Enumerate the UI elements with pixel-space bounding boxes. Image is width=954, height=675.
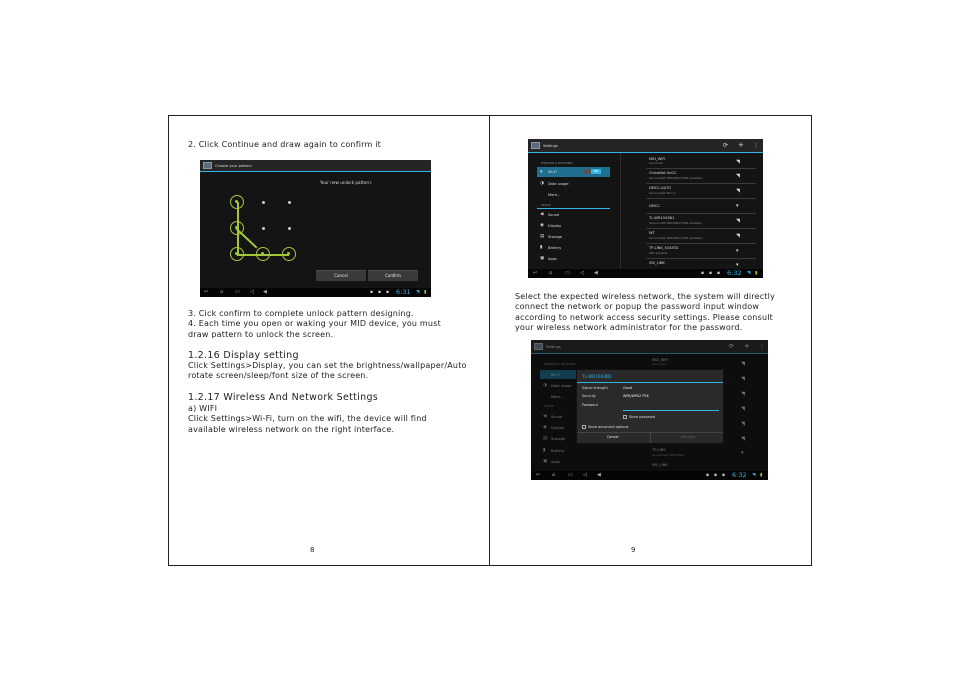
wifi-lock-icon: ◥ [736, 188, 740, 194]
wifi-lock-icon: ▾ [736, 248, 739, 254]
wifi-settings-screenshot [528, 139, 763, 278]
menu-item-sound[interactable]: Sound [548, 213, 560, 217]
volume-up-icon[interactable]: ◀ [597, 472, 601, 478]
device-section-header: DEVICE [541, 204, 551, 207]
pattern-node-1[interactable] [230, 195, 244, 209]
menu-item-wifi: Wi-Fi [551, 373, 560, 377]
back-icon[interactable]: ↩ [533, 270, 538, 276]
wifi-text-line1: Click Settings>Wi-Fi, turn on the wifi, the device will find [188, 414, 427, 423]
pattern-screenshot [200, 160, 431, 297]
step-3-text: 3. Cick confirm to complete unlock pattern designing. [188, 309, 414, 318]
wifi-lock-icon: ◥ [741, 436, 745, 442]
wifi-connect-dialog [576, 369, 724, 444]
wifi-signal-icon: ◥ [752, 473, 756, 478]
back-icon[interactable]: ↩ [204, 289, 209, 295]
home-icon[interactable]: ⌂ [549, 270, 553, 276]
volume-down-icon[interactable]: ◁ [580, 270, 584, 276]
battery-icon: ▮ [424, 290, 427, 295]
wifi-lock-icon: ▾ [741, 450, 744, 456]
network-name: TP-LINK_5C85TA [649, 246, 679, 250]
settings-app-icon [531, 142, 540, 149]
menu-item-apps: Apps [551, 460, 560, 464]
bg-network-status: Secured with WPA/WPA2 [652, 454, 684, 457]
sound-icon: ◀ [543, 414, 547, 419]
storage-icon: ▤ [540, 234, 545, 239]
usb-icon: ▪ [701, 271, 705, 276]
dialog-connect-button[interactable]: Connect [681, 435, 696, 439]
menu-item-display[interactable]: Display [548, 224, 562, 228]
add-network-icon: + [744, 342, 750, 350]
network-name: SW_LINK [649, 261, 665, 265]
menu-item-sound: Sound [551, 415, 563, 419]
battery-icon: ▮ [760, 473, 763, 478]
page-number-right: 9 [631, 546, 636, 554]
dialog-network-title: TL-WR1043N1 [582, 374, 612, 379]
settings-clock: 6:32 [727, 269, 742, 277]
menu-item-apps[interactable]: Apps [548, 257, 557, 261]
dialog-title-line [577, 382, 723, 383]
network-name: DMCC-AUTO [649, 186, 672, 190]
data-usage-icon: ◑ [540, 181, 544, 186]
battery-menu-icon: ▮ [540, 245, 543, 250]
right-para-line4: your wireless network administrator for the password. [515, 323, 743, 332]
sound-icon: ◀ [540, 212, 544, 217]
dialog-bg-action-bar [531, 340, 768, 354]
dialog-clock: 6:32 [732, 471, 747, 479]
show-advanced-label: Show advanced options [588, 425, 629, 429]
wireless-section-header: WIRELESS & NETWORKS [541, 162, 573, 165]
pattern-node-8[interactable] [256, 247, 270, 261]
menu-item-battery: Battery [551, 449, 565, 453]
wifi-lock-icon: ◥ [736, 218, 740, 224]
network-name: TL-WR1043N1 [649, 216, 675, 220]
wifi-toggle[interactable] [583, 169, 601, 174]
wifi-signal-icon: ◥ [416, 290, 420, 295]
dialog-button-divider [650, 433, 651, 443]
recent-apps-icon[interactable]: ▭ [565, 270, 570, 276]
network-status: Secured with WPA/WPA2 (WPS available) [649, 222, 702, 225]
settings-title: Settings [543, 144, 558, 148]
pattern-confirm-button[interactable]: Confirm [368, 270, 418, 281]
pattern-title: Choose your pattern [215, 164, 252, 168]
menu-item-wifi: Wi-Fi [548, 170, 557, 174]
display-icon: ◉ [543, 425, 547, 430]
usb-icon: ▪ [706, 473, 710, 478]
network-separator [646, 168, 756, 169]
volume-down-icon[interactable]: ◁ [583, 472, 587, 478]
settings-status-bar [528, 269, 763, 278]
wifi-lock-icon: ◥ [741, 376, 745, 382]
wifi-lock-icon: ◥ [741, 406, 745, 412]
bg-network-name: TP-LINK [652, 448, 666, 452]
wifi-open-icon: ▾ [736, 203, 739, 209]
display-setting-heading: 1.2.16 Display setting [188, 350, 299, 361]
network-status: Secured with 802.1x [649, 192, 676, 195]
wifi-open-icon: ▾ [736, 262, 739, 268]
sd-card-icon: ▪ [386, 290, 390, 295]
overflow-menu-icon: ⋮ [759, 343, 765, 350]
security-label: Security [582, 394, 596, 398]
signal-strength-value: Good [623, 386, 632, 390]
data-usage-icon: ◑ [543, 383, 547, 388]
network-name: WT [649, 231, 655, 235]
device-section-header: DEVICE [544, 405, 554, 408]
wifi-lock-icon: ◥ [736, 233, 740, 239]
bg-network-name: MID_WIFI [652, 358, 669, 362]
wifi-lock-icon: ◥ [736, 173, 740, 179]
wifi-signal-icon: ◥ [747, 271, 751, 276]
overflow-menu-icon[interactable]: ⋮ [753, 142, 759, 149]
pattern-clock: 6:31 [396, 288, 411, 296]
wifi-toggle-on-label: ON [591, 169, 601, 174]
pattern-node-6[interactable] [288, 227, 291, 230]
network-status: Secured with WPA/WPA2 (WPS available) [649, 177, 702, 180]
right-para-line2: connect the network or popup the password input window [515, 302, 760, 311]
add-network-icon[interactable]: + [738, 141, 744, 149]
refresh-icon[interactable]: ⟳ [723, 142, 729, 149]
wifi-subheading: a) WIFI [188, 404, 218, 413]
show-password-checkbox[interactable] [623, 415, 627, 419]
page-divider [489, 115, 490, 566]
network-name: ChinaNet-5vGC [649, 171, 677, 175]
menu-item-storage: Storage [551, 437, 566, 441]
home-icon[interactable]: ⌂ [220, 289, 224, 295]
pattern-status-bar [200, 288, 431, 297]
pattern-node-9[interactable] [282, 247, 296, 261]
network-status: WPS available [649, 252, 668, 255]
pattern-node-4[interactable] [230, 221, 244, 235]
wireless-section-header: WIRELESS & NETWORKS [544, 363, 576, 366]
bg-network-name: SW_LINK [652, 463, 668, 467]
usb-icon: ▪ [370, 290, 374, 295]
security-value: WPA/WPA2 PSK [623, 394, 649, 398]
step-4-text-line1: 4. Each time you open or waking your MID device, you must [188, 319, 441, 328]
lock-icon: ▪ [709, 271, 713, 276]
pattern-prompt: Your new unlock pattern: [320, 180, 373, 185]
network-separator [646, 213, 756, 214]
dialog-status-bar [531, 471, 768, 480]
apps-icon: ▣ [543, 459, 548, 464]
network-separator [646, 198, 756, 199]
back-icon[interactable]: ↩ [536, 472, 541, 478]
right-para-line1: Select the expected wireless network, the system will directly [515, 292, 776, 301]
show-advanced-checkbox[interactable] [582, 425, 586, 429]
pattern-node-2[interactable] [262, 201, 265, 204]
wifi-lock-icon: ◥ [741, 361, 745, 367]
pattern-cancel-button[interactable]: Cancel [316, 270, 366, 281]
right-para-line3: according to network access security settings. Please consult [515, 313, 773, 322]
recent-apps-icon[interactable]: ▭ [235, 289, 240, 295]
step-4-text-line2: draw pattern to unlock the screen. [188, 330, 334, 339]
pattern-action-bar [200, 160, 431, 172]
display-setting-text-line1: Click Settings>Display, you can set the brightness/wallpaper/Auto [188, 361, 467, 370]
wifi-lock-icon: ◥ [736, 159, 740, 165]
refresh-icon: ⟳ [729, 343, 735, 350]
network-status: Connected [649, 162, 663, 165]
volume-up-icon[interactable]: ◀ [594, 270, 598, 276]
sd-card-icon: ▪ [717, 271, 721, 276]
network-separator [646, 243, 756, 244]
network-separator [646, 258, 756, 259]
recent-apps-icon[interactable]: ▭ [568, 472, 573, 478]
battery-icon: ▮ [755, 271, 758, 276]
menu-item-display: Display [551, 426, 565, 430]
dialog-bg-title: Settings [546, 345, 561, 349]
network-name: MID_WIFI [649, 157, 666, 161]
settings-action-bar [528, 139, 763, 153]
bg-network-status: Connected [652, 363, 666, 366]
wifi-icon: ▾ [540, 169, 543, 175]
menu-item-more[interactable]: More... [548, 193, 561, 197]
network-separator [646, 183, 756, 184]
menu-item-storage[interactable]: Storage [548, 235, 563, 239]
wifi-lock-icon: ◥ [741, 391, 745, 397]
show-password-label: Show password [629, 415, 656, 419]
storage-icon: ▤ [543, 436, 548, 441]
pattern-node-7[interactable] [230, 247, 244, 261]
signal-strength-label: Signal strength [582, 386, 608, 390]
menu-item-more: More... [551, 395, 564, 399]
step-2-text: 2. Click Continue and draw again to confirm it [188, 140, 381, 149]
menu-item-data-usage: Data usage [551, 384, 572, 388]
pane-divider [620, 153, 621, 269]
display-setting-text-line2: rotate screen/sleep/font size of the screen. [188, 371, 369, 380]
menu-item-data-usage[interactable]: Data usage [548, 182, 569, 186]
pattern-node-5[interactable] [262, 227, 265, 230]
lock-icon: ▪ [714, 473, 718, 478]
settings-app-icon [203, 162, 212, 169]
pattern-node-3[interactable] [288, 201, 291, 204]
lock-icon: ▪ [378, 290, 382, 295]
volume-down-icon[interactable]: ◁ [250, 289, 254, 295]
sd-card-icon: ▪ [722, 473, 726, 478]
apps-icon: ▣ [540, 256, 545, 261]
wifi-text-line2: available wireless network on the right interface. [188, 425, 395, 434]
network-separator [646, 228, 756, 229]
password-input[interactable] [623, 410, 719, 411]
menu-item-battery[interactable]: Battery [548, 246, 562, 250]
home-icon[interactable]: ⌂ [552, 472, 556, 478]
network-status: Secured with WPA/WPA2 (WPS available) [649, 237, 702, 240]
wireless-network-heading: 1.2.17 Wireless And Network Settings [188, 392, 379, 403]
volume-up-icon[interactable]: ◀ [263, 289, 267, 295]
wifi-dialog-screenshot [531, 340, 768, 480]
battery-menu-icon: ▮ [543, 448, 546, 453]
page-number-left: 8 [310, 546, 315, 554]
wifi-lock-icon: ◥ [741, 421, 745, 427]
password-label: Password [582, 403, 598, 407]
display-icon: ◉ [540, 223, 544, 228]
device-section-line [537, 208, 610, 209]
settings-app-icon [534, 343, 543, 350]
dialog-cancel-button[interactable]: Cancel [607, 435, 619, 439]
network-name: DMCC [649, 204, 660, 208]
